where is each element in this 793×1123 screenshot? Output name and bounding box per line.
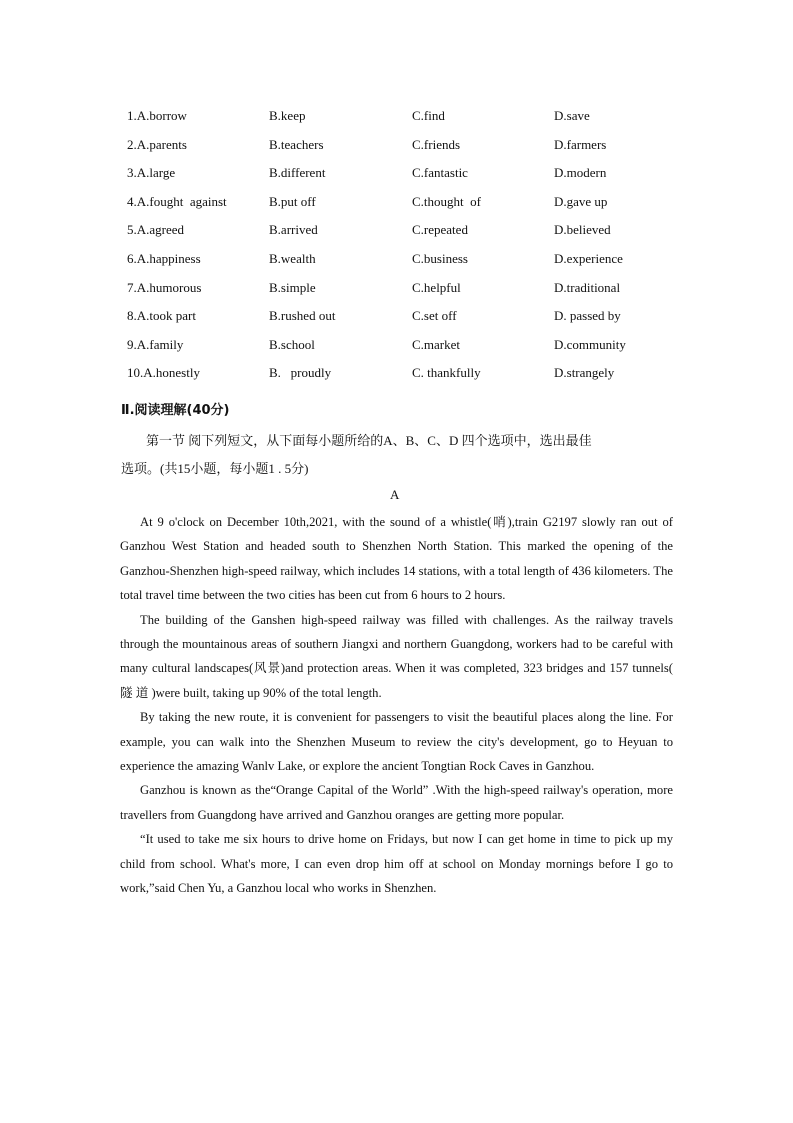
option-b: B.teachers [269, 136, 324, 152]
option-b: B.arrived [269, 222, 318, 238]
option-d: D.experience [554, 250, 623, 266]
option-a: 8.A.took part [127, 308, 196, 324]
option-c: C.friends [412, 136, 461, 152]
option-row-1 [127, 104, 687, 133]
option-row-6 [127, 247, 687, 276]
option-a: 10.A.honestly [127, 365, 200, 381]
passage-body [120, 510, 673, 901]
option-a: 6.A.happiness [127, 250, 201, 266]
section-instruction-line-1: 第一节 阅下列短文，从下面每小题所给的A、B、C、D 四个选项中，选出最佳 [146, 433, 592, 448]
option-c: C.repeated [412, 222, 468, 238]
option-c: C.fantastic [412, 165, 468, 181]
option-b: B.wealth [269, 250, 316, 266]
option-c: C.find [412, 108, 445, 123]
option-a: 3.A.large [127, 165, 176, 181]
option-b: B.different [269, 165, 326, 181]
paragraph-5: “It used to take me six hours to drive home on Fridays, but now I can get home in time to pick up my child from school. What's more, I can even drop him off at school on Monday mornings before I go to work,”said Chen Yu, a Ganzhou local who works in Shenzhen. [120, 832, 673, 896]
option-c: C.thought of [412, 193, 481, 209]
option-a: 4.A.fought against [127, 193, 227, 209]
paragraph-4: Ganzhou is known as the“Orange Capital of the World” .With the high-speed railway's operation, more travellers from Guangdong have arrived and Ganzhou oranges are getting more popular. [120, 783, 673, 822]
paragraph-1: At 9 o'clock on December 10th,2021, with the sound of a whistle(哨),train G2197 slowly ran out of Ganzhou West Station and headed south to Shenzhen North Station. This marked the opening of the Ganzhou-Shenzhen high-speed railway, which includes 14 stations, with a total length of 436 kilometers. The total travel time between the two cities has been cut from 6 hours to 2 hours. [120, 515, 673, 603]
option-b: B. proudly [269, 365, 332, 381]
option-a: 7.A.humorous [127, 279, 202, 295]
option-b: B.rushed out [269, 308, 336, 324]
option-b: B.keep [269, 108, 306, 123]
option-row-7 [127, 276, 687, 305]
paragraph-3: By taking the new route, it is convenient for passengers to visit the beautiful places along the line. For example, you can walk into the Shenzhen Museum to review the city's development, go to Heyuan to experience the amazing Wanlv Lake, or explore the ancient Tongtian Rock Caves in Ganzhou. [120, 710, 673, 774]
option-d: D.believed [554, 222, 611, 238]
option-row-5 [127, 218, 687, 247]
paragraph-2: The building of the Ganshen high-speed railway was filled with challenges. As the railway travels through the mountainous areas of southern Jiangxi and northern Guangdong, workers had to be careful with many cultural landscapes(风景)and protection areas. When it was completed, 323 bridges and 157 tunnels( 隧 道 )were built, taking up 90% of the total length. [120, 612, 673, 700]
option-row-4 [127, 190, 687, 219]
option-row-8 [127, 304, 687, 333]
option-row-2 [127, 133, 687, 162]
option-a: 2.A.parents [127, 136, 187, 152]
option-a: 1.A.borrow [127, 108, 187, 123]
section-heading: Ⅱ.阅读理解(40分) [121, 403, 230, 418]
option-b: B.school [269, 336, 315, 352]
option-c: C.helpful [412, 279, 461, 295]
section-instruction-line-2: 选项。(共15小题，每小题1 . 5分) [121, 461, 309, 476]
option-b: B.simple [269, 279, 316, 295]
option-d: D.gave up [554, 193, 608, 209]
option-a: 9.A.family [127, 336, 184, 352]
option-d: D.strangely [554, 365, 615, 381]
option-d: D.farmers [554, 136, 607, 152]
option-c: C.set off [412, 308, 457, 324]
option-d: D.modern [554, 165, 607, 181]
option-c: C.business [412, 250, 468, 266]
option-row-9 [127, 333, 687, 362]
option-a: 5.A.agreed [127, 222, 185, 238]
option-d: D.traditional [554, 279, 621, 295]
option-row-3 [127, 161, 687, 190]
option-c: C. thankfully [412, 365, 481, 381]
option-d: D.save [554, 108, 590, 123]
answer-options-table [127, 104, 687, 390]
option-row-10 [127, 361, 687, 390]
option-b: B.put off [269, 193, 316, 209]
passage-label: A [390, 487, 400, 502]
option-c: C.market [412, 336, 461, 352]
option-d: D.community [554, 336, 626, 352]
option-d: D. passed by [554, 308, 621, 324]
